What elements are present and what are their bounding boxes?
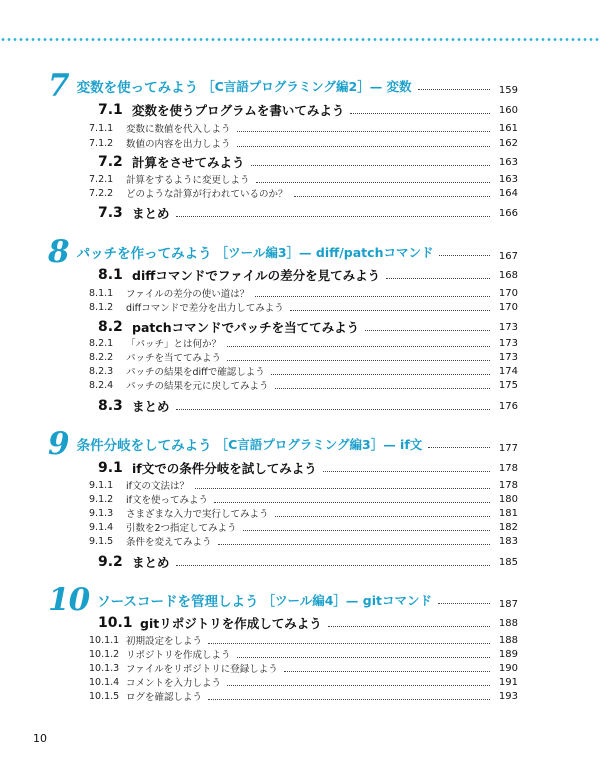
dot-leader xyxy=(218,544,490,545)
page-ref: 159 xyxy=(498,84,518,96)
subsection-entry xyxy=(89,675,518,689)
subsection-title: diffコマンドで差分を出力してみよう xyxy=(126,303,284,314)
page-ref: 180 xyxy=(498,493,518,505)
page-ref: 176 xyxy=(498,400,518,412)
subsection-entry xyxy=(89,534,518,548)
section-title: if文での条件分岐を試してみよう xyxy=(132,461,317,476)
dot-leader xyxy=(255,296,490,297)
chapter-heading xyxy=(48,426,518,462)
chapter-subtitle: ［ツール編4］— gitコマンド xyxy=(262,593,432,608)
page-ref: 190 xyxy=(498,662,518,674)
section-entry xyxy=(98,153,518,171)
chapter-title: 条件分岐をしてみよう xyxy=(76,438,212,454)
subsection-number: 8.2.3 xyxy=(89,365,114,377)
page-ref: 163 xyxy=(498,156,518,168)
chapter-subtitle: ［C言語プログラミング編3］— if文 xyxy=(215,437,423,452)
page-ref: 174 xyxy=(498,365,518,377)
dot-leader xyxy=(271,374,490,375)
chapter-title: ソースコードを管理しよう xyxy=(97,594,259,610)
page-ref: 181 xyxy=(498,507,518,519)
dot-leader xyxy=(227,346,490,347)
page-ref: 178 xyxy=(498,462,518,474)
subsection-entry xyxy=(89,378,518,392)
dot-leader xyxy=(284,671,490,672)
section-number: 7.1 xyxy=(98,102,123,118)
dot-leader xyxy=(323,471,490,472)
subsection-number: 7.2.1 xyxy=(89,173,114,185)
dot-leader xyxy=(438,603,490,604)
subsection-entry xyxy=(89,336,518,350)
subsection-entry xyxy=(89,661,518,675)
dot-leader xyxy=(237,657,490,658)
dot-leader xyxy=(328,626,490,627)
subsection-title: ログを確認しよう xyxy=(126,692,203,703)
page-ref: 188 xyxy=(498,617,518,629)
page-ref: 166 xyxy=(498,207,518,219)
subsection-entry xyxy=(89,300,518,314)
subsection-number: 10.1.5 xyxy=(89,690,120,702)
section-number: 9.1 xyxy=(98,460,123,476)
subsection-number: 8.1.1 xyxy=(89,287,114,299)
page-ref: 170 xyxy=(498,287,518,299)
subsection-entry xyxy=(89,186,518,200)
subsection-title: 条件を変えてみよう xyxy=(126,537,212,548)
subsection-title: 「パッチ」とは何か？ xyxy=(126,339,222,350)
subsection-title: if文の文法は？ xyxy=(126,481,189,492)
page-ref: 193 xyxy=(498,690,518,702)
subsection-title: パッチの結果を元に戻してみよう xyxy=(126,381,269,392)
subsection-number: 10.1.3 xyxy=(89,662,120,674)
section-title: 計算をさせてみよう xyxy=(132,155,245,170)
section-entry xyxy=(98,397,518,415)
page-number: 10 xyxy=(33,732,47,745)
subsection-entry xyxy=(89,506,518,520)
section-title: patchコマンドでパッチを当ててみよう xyxy=(132,320,360,335)
chapter-number: 9 xyxy=(48,426,69,462)
subsection-title: コメントを入力しよう xyxy=(126,678,222,689)
dot-leader xyxy=(256,182,490,183)
subsection-entry xyxy=(89,647,518,661)
subsection-number: 10.1.1 xyxy=(89,634,120,646)
subsection-title: 初期設定をしよう xyxy=(126,636,203,647)
subsection-entry xyxy=(89,172,518,186)
page-ref: 161 xyxy=(498,122,518,134)
dot-leader xyxy=(227,685,490,686)
dot-leader xyxy=(243,530,490,531)
subsection-number: 9.1.2 xyxy=(89,493,114,505)
subsection-number: 7.1.2 xyxy=(89,137,114,149)
page-ref: 187 xyxy=(498,598,518,610)
subsection-number: 8.1.2 xyxy=(89,301,114,313)
section-entry xyxy=(98,614,518,632)
subsection-number: 8.2.2 xyxy=(89,351,114,363)
subsection-title: 引数を2つ指定してみよう xyxy=(126,523,237,534)
chapter-heading xyxy=(48,582,518,618)
subsection-entry xyxy=(89,121,518,135)
subsection-title: ファイルをリポジトリに登録しよう xyxy=(126,664,278,675)
dot-leader xyxy=(350,113,490,114)
chapter-title: パッチを作ってみよう xyxy=(76,246,212,262)
section-entry xyxy=(98,318,518,336)
dot-leader xyxy=(227,360,490,361)
page-ref: 167 xyxy=(498,250,518,262)
dot-leader xyxy=(237,146,490,147)
subsection-entry xyxy=(89,286,518,300)
section-entry xyxy=(98,204,518,222)
section-entry xyxy=(98,266,518,284)
subsection-title: さまざまな入力で実行してみよう xyxy=(126,509,269,520)
page-ref: 162 xyxy=(498,137,518,149)
dot-leader xyxy=(208,643,490,644)
subsection-entry xyxy=(89,364,518,378)
section-number: 8.2 xyxy=(98,319,123,335)
page-ref: 175 xyxy=(498,379,518,391)
section-entry xyxy=(98,459,518,477)
section-number: 8.1 xyxy=(98,267,123,283)
section-title: まとめ xyxy=(132,206,170,221)
subsection-entry xyxy=(89,492,518,506)
dot-leader xyxy=(195,488,490,489)
page-ref: 177 xyxy=(498,442,518,454)
page-ref: 173 xyxy=(498,321,518,333)
subsection-title: リポジトリを作成しよう xyxy=(126,650,231,661)
dot-leader xyxy=(290,310,490,311)
subsection-number: 8.2.1 xyxy=(89,337,114,349)
subsection-title: ファイルの差分の使い道は？ xyxy=(126,289,250,300)
subsection-title: 計算をするように変更しよう xyxy=(126,175,250,186)
dot-leader xyxy=(275,516,490,517)
subsection-number: 9.1.1 xyxy=(89,479,114,491)
subsection-entry xyxy=(89,478,518,492)
section-number: 10.1 xyxy=(98,615,133,631)
subsection-number: 8.2.4 xyxy=(89,379,114,391)
dot-leader xyxy=(176,216,490,217)
dot-leader xyxy=(214,502,490,503)
dot-leader xyxy=(208,699,490,700)
subsection-title: パッチを当ててみよう xyxy=(126,353,222,364)
subsection-entry xyxy=(89,520,518,534)
subsection-entry xyxy=(89,633,518,647)
subsection-number: 9.1.5 xyxy=(89,535,114,547)
section-entry xyxy=(98,553,518,571)
dot-leader xyxy=(275,388,490,389)
subsection-number: 9.1.4 xyxy=(89,521,114,533)
dot-leader xyxy=(439,255,490,256)
subsection-title: if文を使ってみよう xyxy=(126,495,208,506)
page-ref: 173 xyxy=(498,351,518,363)
dot-leader xyxy=(365,330,490,331)
subsection-title: 数値の内容を出力しよう xyxy=(126,139,231,150)
subsection-number: 7.2.2 xyxy=(89,187,114,199)
section-title: まとめ xyxy=(132,555,170,570)
subsection-entry xyxy=(89,689,518,703)
page-ref: 170 xyxy=(498,301,518,313)
page-ref: 183 xyxy=(498,535,518,547)
dot-leader xyxy=(251,165,490,166)
subsection-number: 10.1.4 xyxy=(89,676,120,688)
page-ref: 168 xyxy=(498,269,518,281)
chapter-number: 10 xyxy=(48,582,90,618)
page-ref: 173 xyxy=(498,337,518,349)
section-title: diffコマンドでファイルの差分を見てみよう xyxy=(132,268,381,283)
page-ref: 182 xyxy=(498,521,518,533)
subsection-number: 7.1.1 xyxy=(89,122,114,134)
dot-leader xyxy=(418,89,490,90)
dot-leader xyxy=(428,447,490,448)
chapter-subtitle: ［C言語プログラミング編2］— 変数 xyxy=(202,79,412,94)
section-title: gitリポジトリを作成してみよう xyxy=(140,616,322,631)
subsection-number: 10.1.2 xyxy=(89,648,120,660)
chapter-heading xyxy=(48,68,518,104)
subsection-title: どのような計算が行われているのか？ xyxy=(126,189,288,200)
section-title: 変数を使うプログラムを書いてみよう xyxy=(132,103,345,118)
section-title: まとめ xyxy=(132,399,170,414)
page-ref: 188 xyxy=(498,634,518,646)
dot-leader xyxy=(176,409,490,410)
subsection-number: 9.1.3 xyxy=(89,507,114,519)
section-number: 8.3 xyxy=(98,398,123,414)
chapter-number: 7 xyxy=(48,68,69,104)
subsection-title: 変数に数値を代入しよう xyxy=(126,124,231,135)
section-number: 7.3 xyxy=(98,205,123,221)
page-ref: 191 xyxy=(498,676,518,688)
dot-leader xyxy=(237,131,490,132)
chapter-subtitle: ［ツール編3］— diff/patchコマンド xyxy=(215,245,434,260)
page-ref: 164 xyxy=(498,187,518,199)
dot-leader xyxy=(294,196,490,197)
chapter-heading xyxy=(48,234,518,270)
dot-leader xyxy=(176,565,490,566)
subsection-entry xyxy=(89,136,518,150)
page-ref: 163 xyxy=(498,173,518,185)
page-ref: 178 xyxy=(498,479,518,491)
page-ref: 185 xyxy=(498,556,518,568)
dot-leader xyxy=(386,278,490,279)
page-ref: 189 xyxy=(498,648,518,660)
subsection-title: パッチの結果をdiffで確認しよう xyxy=(126,367,265,378)
chapter-number: 8 xyxy=(48,234,69,270)
subsection-entry xyxy=(89,350,518,364)
section-number: 7.2 xyxy=(98,154,123,170)
section-entry xyxy=(98,101,518,119)
chapter-title: 変数を使ってみよう xyxy=(76,80,199,96)
page-ref: 160 xyxy=(498,104,518,116)
section-number: 9.2 xyxy=(98,554,123,570)
